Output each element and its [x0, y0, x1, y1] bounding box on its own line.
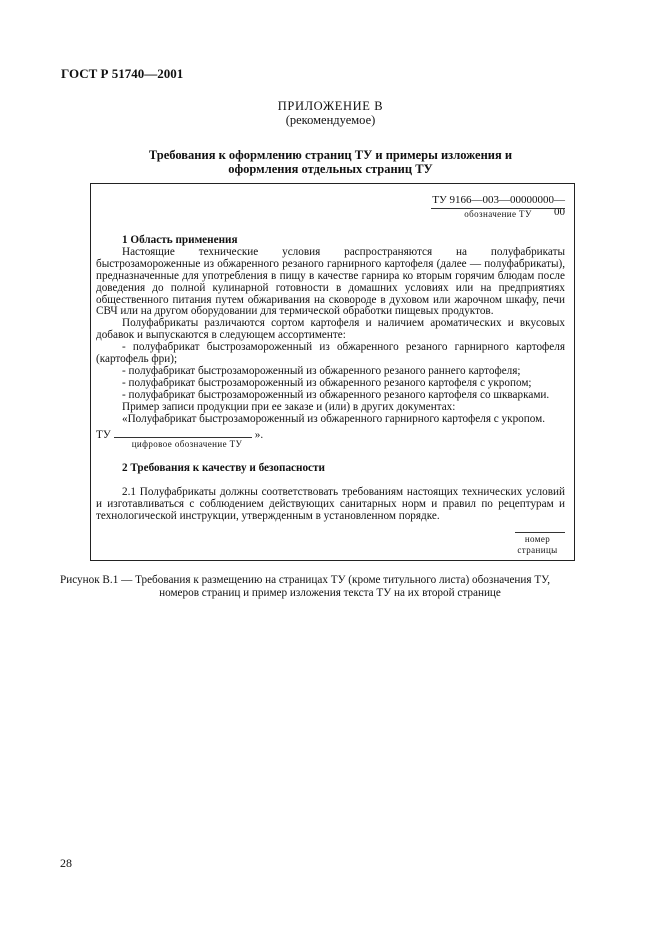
- appendix-subtitle: (рекомендуемое): [285, 113, 376, 127]
- assortment-item: - полуфабрикат быстрозамороженный из обжаренного резаного раннего картофеля;: [122, 364, 521, 377]
- figure-caption-line-1: Рисунок В.1 — Требования к размещению на страницах ТУ (кроме титульного листа) обозначения ТУ,: [60, 574, 551, 586]
- tu-blank-line: [114, 428, 252, 438]
- appendix-title: ПРИЛОЖЕНИЕ В: [277, 99, 384, 113]
- page-number: 28: [60, 856, 72, 870]
- page-number-caption-line-2: страницы: [517, 544, 558, 555]
- section-1-paragraph: «Полуфабрикат быстрозамороженный из обжаренного гарнирного картофеля с укропом.: [122, 412, 546, 425]
- appendix-heading: [100, 148, 561, 176]
- figure-caption-line-2: номеров страниц и пример изложения текста ТУ на их второй странице: [159, 586, 501, 599]
- section-2-title: 2 Требования к качеству и безопасности: [122, 462, 325, 474]
- tu-code: ТУ 9166—003—00000000—00: [432, 194, 565, 218]
- digital-designation-caption: цифровое обозначение ТУ: [131, 439, 243, 449]
- page-number-caption-line-1: номер: [524, 534, 551, 544]
- tu-prefix: ТУ: [96, 429, 111, 441]
- figure-caption: [60, 574, 600, 599]
- tu-suffix: ».: [254, 429, 264, 441]
- document-code: ГОСТ Р 51740—2001: [61, 66, 184, 81]
- section-2-paragraph: 2.1 Полуфабрикаты должны соответствовать требованиям настоящих технических условий и изготавливаться с соблюдением действующих санитарных норм и правил по рецептурам и технологической инструкции, утвержденным в установленном порядке.: [96, 486, 565, 522]
- heading-line-1: Требования к оформлению страниц ТУ и примеры изложения и: [148, 148, 513, 162]
- section-1-paragraph: Полуфабрикаты различаются сортом картофеля и наличием ароматических и вкусовых добавок и выпускаются в следующем ассортименте:: [96, 317, 565, 342]
- assortment-item: - полуфабрикат быстрозамороженный из обжаренного резаного картофеля со шкварками.: [122, 388, 550, 401]
- assortment-item: - полуфабрикат быстрозамороженный из обжаренного резаного гарнирного картофеля (картофель фри);: [96, 341, 565, 366]
- section-1-title: 1 Область применения: [122, 234, 238, 246]
- page-number-rule: [515, 532, 565, 533]
- section-1-paragraph: Пример записи продукции при ее заказе и (или) в других документах:: [122, 400, 456, 413]
- appendix-header: [0, 99, 661, 127]
- section-1: [96, 235, 565, 426]
- assortment-item: - полуфабрикат быстрозамороженный из обжаренного резаного картофеля с укропом;: [122, 376, 532, 389]
- page-number-caption: [505, 534, 570, 555]
- tu-code-caption: обозначение ТУ: [464, 209, 532, 219]
- section-1-paragraph: Настоящие технические условия распространяются на полуфабрикаты быстрозамороженные из обжаренного резаного гарнирного картофеля (далее — полуфабрикаты), предназначенные для употребления в пищу в качестве гарнира ко вторым горячим блюдам после доведения до полной кулинарной готовности в домашних условиях или на предприятиях общественного питания путем обжаривания на сковороде в духовом или жарочном шкафу, печи СВЧ или на другом оборудовании для термической обработки пищевых продуктов.: [96, 245, 565, 318]
- heading-line-2: оформления отдельных страниц ТУ: [228, 162, 433, 176]
